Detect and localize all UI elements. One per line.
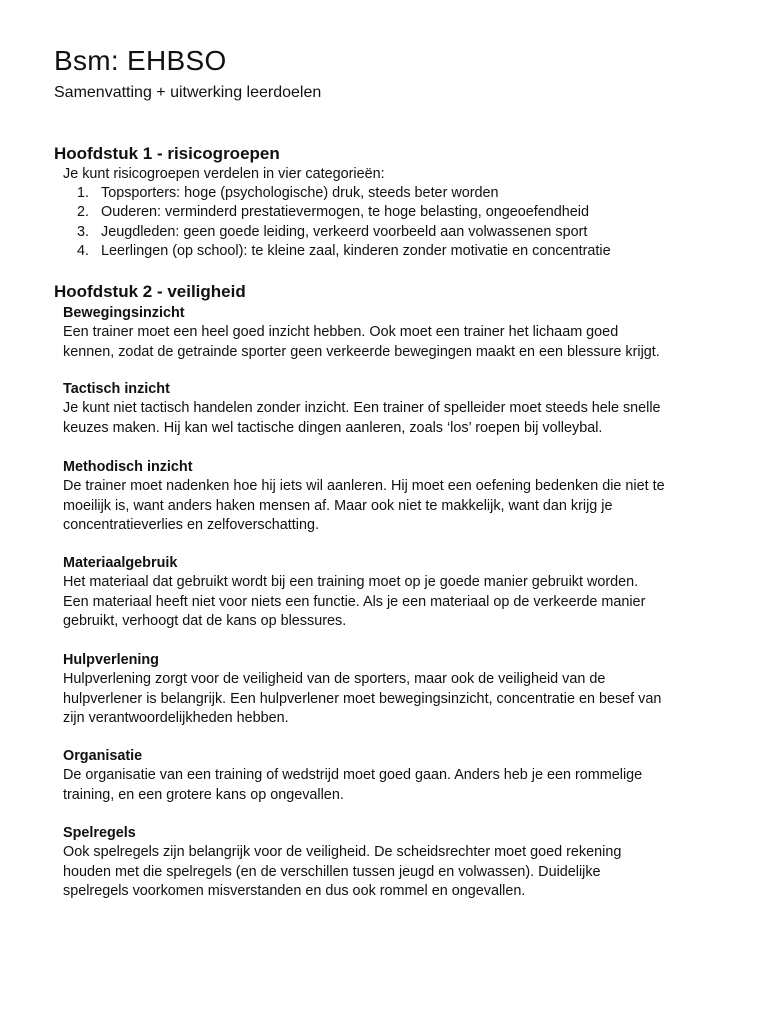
section-title: Materiaalgebruik (63, 555, 178, 571)
section-line: Een trainer moet een heel goed inzicht hebben. Ook moet een trainer het lichaam goed (63, 324, 619, 341)
section-title: Tactisch inzicht (63, 381, 170, 397)
section-line: gebruikt, verhoogt dat de kans op blessures. (63, 613, 347, 630)
section-title: Bewegingsinzicht (63, 305, 185, 321)
section-line: De trainer moet nadenken hoe hij iets wil aanleren. Hij moet een oefening bedenken die niet te (63, 478, 665, 495)
section-line: Het materiaal dat gebruikt wordt bij een training moet op je goede manier gebruikt worden. (63, 574, 639, 591)
section-spelregels (63, 824, 723, 902)
list-item-text: Ouderen: verminderd prestatievermogen, te hoge belasting, ongeoefendheid (101, 204, 590, 221)
list-item-number: 1. (77, 185, 90, 201)
section-line: zijn verantwoordelijkheden hebben. (63, 710, 289, 727)
section-line: houden met die spelregels (en de verschillen tussen jeugd en volwassen). Duidelijke (63, 863, 601, 880)
list-item (63, 223, 611, 242)
section-line: Ook spelregels zijn belangrijk voor de veiligheid. De scheidsrechter moet goed rekening (63, 844, 622, 861)
section-line: Je kunt niet tactisch handelen zonder inzicht. Een trainer of spelleider moet steeds hele snelle (63, 400, 661, 417)
section-methodisch-inzicht (63, 458, 723, 536)
list-item-text: Leerlingen (op school): te kleine zaal, kinderen zonder motivatie en concentratie (101, 242, 611, 259)
section-line: Een materiaal heeft niet voor niets een functie. Als je een materiaal op de verkeerde manier (63, 593, 646, 610)
section-title: Spelregels (63, 825, 136, 841)
section-tactisch-inzicht (63, 380, 723, 438)
section-line: spelregels voorkomen misverstanden en dus ook rommel en ongevallen. (63, 883, 526, 900)
list-item (63, 242, 611, 261)
document-title: Bsm: EHBSO (54, 45, 227, 76)
section-line: Hulpverlening zorgt voor de veiligheid van de sporters, maar ook de veiligheid van de (63, 671, 606, 688)
chapter-2-heading: Hoofdstuk 2 - veiligheid (54, 282, 246, 301)
list-item-number: 2. (77, 204, 90, 221)
chapter-1-intro: Je kunt risicogroepen verdelen in vier categorieën: (63, 166, 385, 182)
chapter-1-heading: Hoofdstuk 1 - risicogroepen (54, 144, 280, 163)
section-line: moeilijk is, want anders haken mensen af. Maar ook niet te makkelijk, want dan krijg je (63, 497, 613, 514)
section-line: De organisatie van een training of wedstrijd moet goed gaan. Anders heb je een rommelige (63, 767, 643, 784)
section-line: concentratieverlies en zelfoverschatting. (63, 517, 319, 534)
list-item-text: Topsporters: hoge (psychologische) druk, steeds beter worden (101, 185, 499, 201)
list-item-number: 3. (77, 223, 90, 240)
section-line: training, en een grotere kans op ongevallen. (63, 786, 344, 803)
section-bewegingsinzicht (63, 304, 723, 362)
list-item-text: Jeugdleden: geen goede leiding, verkeerd voorbeeld aan volwassenen sport (101, 223, 588, 240)
section-materiaalgebruik (63, 554, 723, 632)
section-title: Methodisch inzicht (63, 459, 193, 475)
list-item (63, 203, 611, 222)
list-item-number: 4. (77, 242, 90, 259)
section-organisatie (63, 747, 723, 805)
section-line: kennen, zodat de getrainde sporter geen verkeerde bewegingen maakt en een blessure krijgt. (63, 343, 660, 360)
section-title: Organisatie (63, 748, 143, 764)
list-item (63, 184, 611, 203)
document-subtitle: Samenvatting + uitwerking leerdoelen (54, 84, 322, 101)
section-title: Hulpverlening (63, 652, 159, 668)
section-line: hulpverlener is belangrijk. Een hulpverlener moet bewegingsinzicht, concentratie en besef van (63, 690, 662, 707)
section-hulpverlening (63, 651, 723, 729)
risk-group-list (63, 184, 611, 261)
section-line: keuzes maken. Hij kan wel tactische dingen aanleren, zoals ‘los’ roepen bij volleybal. (63, 419, 603, 436)
